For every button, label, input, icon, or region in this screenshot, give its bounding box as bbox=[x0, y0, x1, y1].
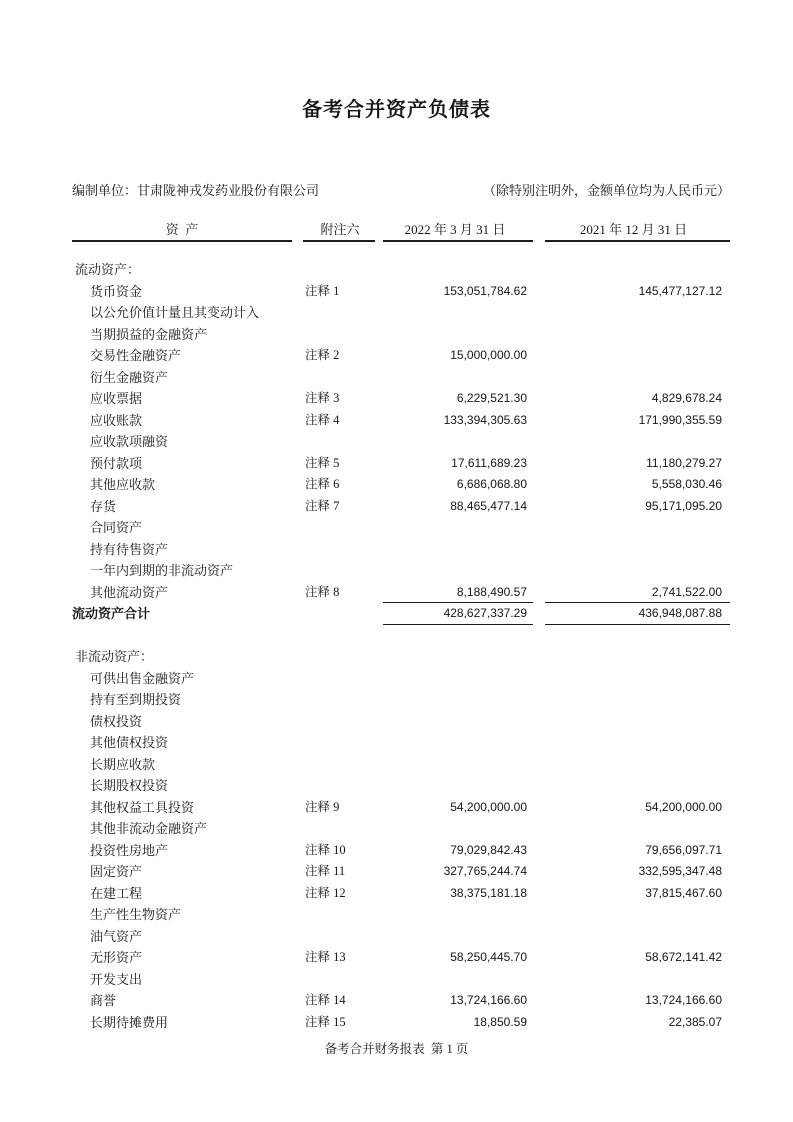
value-2021-cell: 79,656,097.71 bbox=[645, 842, 722, 857]
value-2022-cell bbox=[383, 324, 533, 346]
value-2021-cell bbox=[545, 302, 730, 324]
value-2021-cell bbox=[545, 517, 730, 539]
item-label-cell: 油气资产 bbox=[90, 928, 143, 944]
note-ref-cell: 注释 1 bbox=[305, 283, 340, 298]
note-ref-cell: 注释 12 bbox=[305, 885, 346, 900]
note-ref-cell bbox=[303, 646, 375, 668]
item-label-cell: 流动资产合计 bbox=[72, 606, 151, 621]
document-title: 备考合并资产负债表 bbox=[302, 99, 491, 121]
item-label-cell: 生产性生物资产 bbox=[90, 907, 182, 922]
table-row bbox=[72, 259, 730, 281]
table-row bbox=[72, 539, 730, 561]
item-label-cell: 其他非流动金融资产 bbox=[90, 821, 208, 836]
value-2021-cell bbox=[545, 689, 730, 711]
value-2022-cell: 428,627,337.29 bbox=[383, 603, 533, 625]
note-ref-cell bbox=[303, 732, 375, 754]
table-row bbox=[72, 496, 730, 518]
note-ref-cell bbox=[303, 711, 375, 733]
note-ref-cell bbox=[303, 926, 375, 948]
value-2021-cell: 5,558,030.46 bbox=[651, 477, 722, 491]
value-2021-cell bbox=[545, 625, 730, 647]
table-row bbox=[72, 904, 730, 926]
value-2022-cell: 18,850.59 bbox=[473, 1014, 527, 1029]
value-2022-cell bbox=[383, 969, 533, 991]
value-2021-cell bbox=[545, 259, 730, 281]
item-label-cell: 以公允价值计量且其变动计入 bbox=[90, 305, 260, 320]
table-row bbox=[72, 947, 730, 969]
table-header-row bbox=[72, 219, 730, 242]
value-2022-cell bbox=[383, 904, 533, 926]
table-row bbox=[72, 1012, 730, 1034]
value-2021-cell: 58,672,141.42 bbox=[645, 950, 722, 964]
table-row bbox=[72, 990, 730, 1012]
table-row bbox=[72, 281, 730, 303]
item-label-cell: 存货 bbox=[90, 498, 117, 514]
table-row bbox=[72, 646, 730, 668]
note-ref-cell: 注释 8 bbox=[305, 584, 340, 599]
value-2021-cell bbox=[545, 711, 730, 733]
value-2021-cell: 37,815,467.60 bbox=[645, 885, 722, 900]
value-2021-cell bbox=[545, 367, 730, 389]
value-2021-cell bbox=[545, 775, 730, 797]
note-ref-cell: 注释 11 bbox=[305, 864, 346, 878]
value-2022-cell bbox=[383, 560, 533, 582]
value-2022-cell bbox=[383, 646, 533, 668]
value-2021-cell: 171,990,355.59 bbox=[638, 412, 722, 427]
item-label-cell: 开发支出 bbox=[90, 971, 143, 987]
table-row bbox=[72, 883, 730, 905]
value-2021-cell: 332,595,347.48 bbox=[638, 864, 722, 878]
note-ref-cell: 注释 15 bbox=[305, 1014, 346, 1029]
note-ref-cell: 注释 3 bbox=[305, 391, 340, 405]
value-2021-cell bbox=[545, 560, 730, 582]
value-2022-cell bbox=[383, 367, 533, 389]
table-row bbox=[72, 410, 730, 432]
column-header-2021: 2021 年 12 月 31 日 bbox=[545, 219, 730, 242]
value-2021-cell: 22,385.07 bbox=[668, 1014, 722, 1029]
note-ref-cell bbox=[303, 625, 375, 647]
note-ref-cell bbox=[303, 754, 375, 776]
value-2021-cell bbox=[545, 668, 730, 690]
table-row bbox=[72, 582, 730, 604]
value-2022-cell bbox=[383, 539, 533, 561]
item-label-cell: 投资性房地产 bbox=[90, 842, 169, 858]
table-row bbox=[72, 324, 730, 346]
value-2021-cell: 13,724,166.60 bbox=[645, 993, 722, 1007]
table-row bbox=[72, 861, 730, 883]
value-2021-cell bbox=[545, 754, 730, 776]
table-row bbox=[72, 388, 730, 410]
item-label-cell: 流动资产： bbox=[75, 262, 141, 277]
value-2021-cell bbox=[545, 732, 730, 754]
table-row bbox=[72, 345, 730, 367]
item-label-cell: 持有至到期投资 bbox=[90, 692, 182, 707]
item-label-cell: 衍生金融资产 bbox=[90, 369, 169, 385]
table-row bbox=[72, 367, 730, 389]
table-row bbox=[72, 689, 730, 711]
value-2022-cell: 17,611,689.23 bbox=[451, 455, 527, 470]
note-ref-cell bbox=[303, 517, 375, 539]
item-label-cell: 长期应收款 bbox=[90, 756, 156, 772]
item-label-cell: 预付款项 bbox=[90, 455, 143, 471]
table-row bbox=[72, 969, 730, 991]
item-label-cell: 无形资产 bbox=[90, 950, 143, 965]
note-ref-cell: 注释 7 bbox=[305, 498, 340, 513]
value-2021-cell: 4,829,678.24 bbox=[651, 391, 722, 405]
note-ref-cell bbox=[303, 818, 375, 840]
value-2021-cell bbox=[545, 539, 730, 561]
value-2022-cell bbox=[383, 711, 533, 733]
value-2022-cell: 13,724,166.60 bbox=[450, 993, 527, 1007]
value-2022-cell: 38,375,181.18 bbox=[450, 885, 527, 900]
note-ref-cell: 注释 6 bbox=[305, 477, 340, 491]
value-2021-cell: 54,200,000.00 bbox=[645, 799, 722, 814]
table-row bbox=[72, 840, 730, 862]
balance-sheet-table bbox=[72, 0, 730, 1122]
table-row bbox=[72, 668, 730, 690]
table-row bbox=[72, 818, 730, 840]
table-row bbox=[72, 474, 730, 496]
note-ref-cell: 注释 2 bbox=[305, 348, 340, 362]
value-2022-cell: 327,765,244.74 bbox=[443, 864, 527, 878]
table-row bbox=[72, 453, 730, 475]
value-2021-cell: 2,741,522.00 bbox=[545, 582, 730, 604]
value-2021-cell: 95,171,095.20 bbox=[645, 498, 722, 513]
item-label-cell: 其他债权投资 bbox=[90, 735, 169, 750]
note-ref-cell bbox=[303, 560, 375, 582]
table-row bbox=[72, 302, 730, 324]
item-label-cell: 非流动资产： bbox=[75, 649, 154, 664]
value-2021-cell bbox=[545, 431, 730, 453]
table-row bbox=[72, 732, 730, 754]
table-row bbox=[72, 797, 730, 819]
item-label-cell: 货币资金 bbox=[90, 283, 143, 299]
note-ref-cell: 注释 4 bbox=[305, 412, 340, 427]
value-2022-cell bbox=[383, 775, 533, 797]
value-2022-cell bbox=[383, 431, 533, 453]
note-ref-cell bbox=[303, 302, 375, 324]
value-2022-cell bbox=[383, 625, 533, 647]
item-label-cell: 合同资产 bbox=[90, 520, 143, 535]
value-2021-cell bbox=[545, 345, 730, 367]
value-2022-cell: 153,051,784.62 bbox=[443, 283, 527, 298]
item-label-cell: 交易性金融资产 bbox=[90, 348, 182, 363]
note-ref-cell bbox=[303, 904, 375, 926]
item-label-cell: 长期待摊费用 bbox=[90, 1014, 169, 1030]
note-ref-cell: 注释 5 bbox=[305, 455, 340, 470]
value-2021-cell bbox=[545, 904, 730, 926]
item-label-cell bbox=[72, 625, 292, 647]
value-2022-cell bbox=[383, 818, 533, 840]
note-ref-cell: 注释 13 bbox=[305, 950, 346, 964]
note-ref-cell: 注释 10 bbox=[305, 842, 346, 857]
value-2021-cell bbox=[545, 926, 730, 948]
item-label-cell: 债权投资 bbox=[90, 713, 143, 729]
table-row bbox=[72, 926, 730, 948]
note-ref-cell bbox=[303, 259, 375, 281]
note-ref-cell bbox=[303, 775, 375, 797]
value-2021-cell: 436,948,087.88 bbox=[545, 603, 730, 625]
value-2022-cell: 6,686,068.80 bbox=[456, 477, 527, 491]
value-2022-cell bbox=[383, 259, 533, 281]
table-row bbox=[72, 775, 730, 797]
note-ref-cell bbox=[303, 969, 375, 991]
page-footer: 备考合并财务报表 第 1 页 bbox=[324, 1042, 469, 1056]
value-2022-cell: 8,188,490.57 bbox=[383, 582, 533, 604]
item-label-cell: 可供出售金融资产 bbox=[90, 670, 195, 686]
item-label-cell: 长期股权投资 bbox=[90, 778, 169, 793]
item-label-cell: 其他应收款 bbox=[90, 477, 156, 492]
note-ref-cell bbox=[303, 603, 375, 625]
value-2022-cell: 54,200,000.00 bbox=[450, 799, 527, 814]
column-header-note: 附注六 bbox=[303, 219, 375, 242]
note-ref-cell bbox=[303, 431, 375, 453]
note-ref-cell bbox=[303, 539, 375, 561]
table-row bbox=[72, 603, 730, 625]
item-label-cell: 当期损益的金融资产 bbox=[90, 326, 208, 342]
value-2022-cell bbox=[383, 517, 533, 539]
note-ref-cell bbox=[303, 324, 375, 346]
item-label-cell: 在建工程 bbox=[90, 885, 143, 901]
value-2021-cell bbox=[545, 324, 730, 346]
column-header-assets: 资 产 bbox=[72, 219, 292, 242]
note-ref-cell bbox=[303, 668, 375, 690]
value-2021-cell: 145,477,127.12 bbox=[638, 283, 722, 298]
table-row bbox=[72, 517, 730, 539]
item-label-cell: 其他流动资产 bbox=[90, 584, 169, 600]
column-header-2022: 2022 年 3 月 31 日 bbox=[383, 219, 533, 242]
note-ref-cell: 注释 14 bbox=[305, 993, 346, 1007]
value-2022-cell: 6,229,521.30 bbox=[456, 391, 527, 405]
item-label-cell: 一年内到期的非流动资产 bbox=[90, 563, 234, 578]
item-label-cell: 应收票据 bbox=[90, 391, 143, 406]
item-label-cell: 商誉 bbox=[90, 993, 117, 1008]
value-2022-cell bbox=[383, 302, 533, 324]
value-2022-cell: 133,394,305.63 bbox=[443, 412, 527, 427]
value-2022-cell bbox=[383, 926, 533, 948]
value-2022-cell: 15,000,000.00 bbox=[450, 348, 527, 362]
note-ref-cell bbox=[303, 689, 375, 711]
item-label-cell: 固定资产 bbox=[90, 864, 143, 879]
item-label-cell: 应收款项融资 bbox=[90, 434, 169, 449]
table-row bbox=[72, 754, 730, 776]
currency-unit-note: （除特别注明外，金额单位均为人民币元） bbox=[482, 183, 730, 198]
value-2022-cell bbox=[383, 689, 533, 711]
table-row bbox=[72, 625, 730, 647]
table-row bbox=[72, 431, 730, 453]
table-row bbox=[72, 560, 730, 582]
value-2022-cell bbox=[383, 732, 533, 754]
value-2021-cell bbox=[545, 969, 730, 991]
value-2022-cell: 58,250,445.70 bbox=[450, 950, 527, 964]
table-row bbox=[72, 711, 730, 733]
note-ref-cell: 注释 9 bbox=[305, 799, 340, 814]
value-2022-cell bbox=[383, 754, 533, 776]
prepared-by-label: 编制单位：甘肃陇神戎发药业股份有限公司 bbox=[72, 183, 320, 198]
value-2021-cell bbox=[545, 646, 730, 668]
value-2022-cell bbox=[383, 668, 533, 690]
item-label-cell: 其他权益工具投资 bbox=[90, 799, 195, 815]
item-label-cell: 应收账款 bbox=[90, 412, 143, 428]
value-2021-cell bbox=[545, 818, 730, 840]
note-ref-cell bbox=[303, 367, 375, 389]
value-2022-cell: 79,029,842.43 bbox=[450, 842, 527, 857]
value-2022-cell: 88,465,477.14 bbox=[450, 498, 527, 513]
value-2021-cell: 11,180,279.27 bbox=[646, 455, 722, 470]
item-label-cell: 持有待售资产 bbox=[90, 541, 169, 557]
